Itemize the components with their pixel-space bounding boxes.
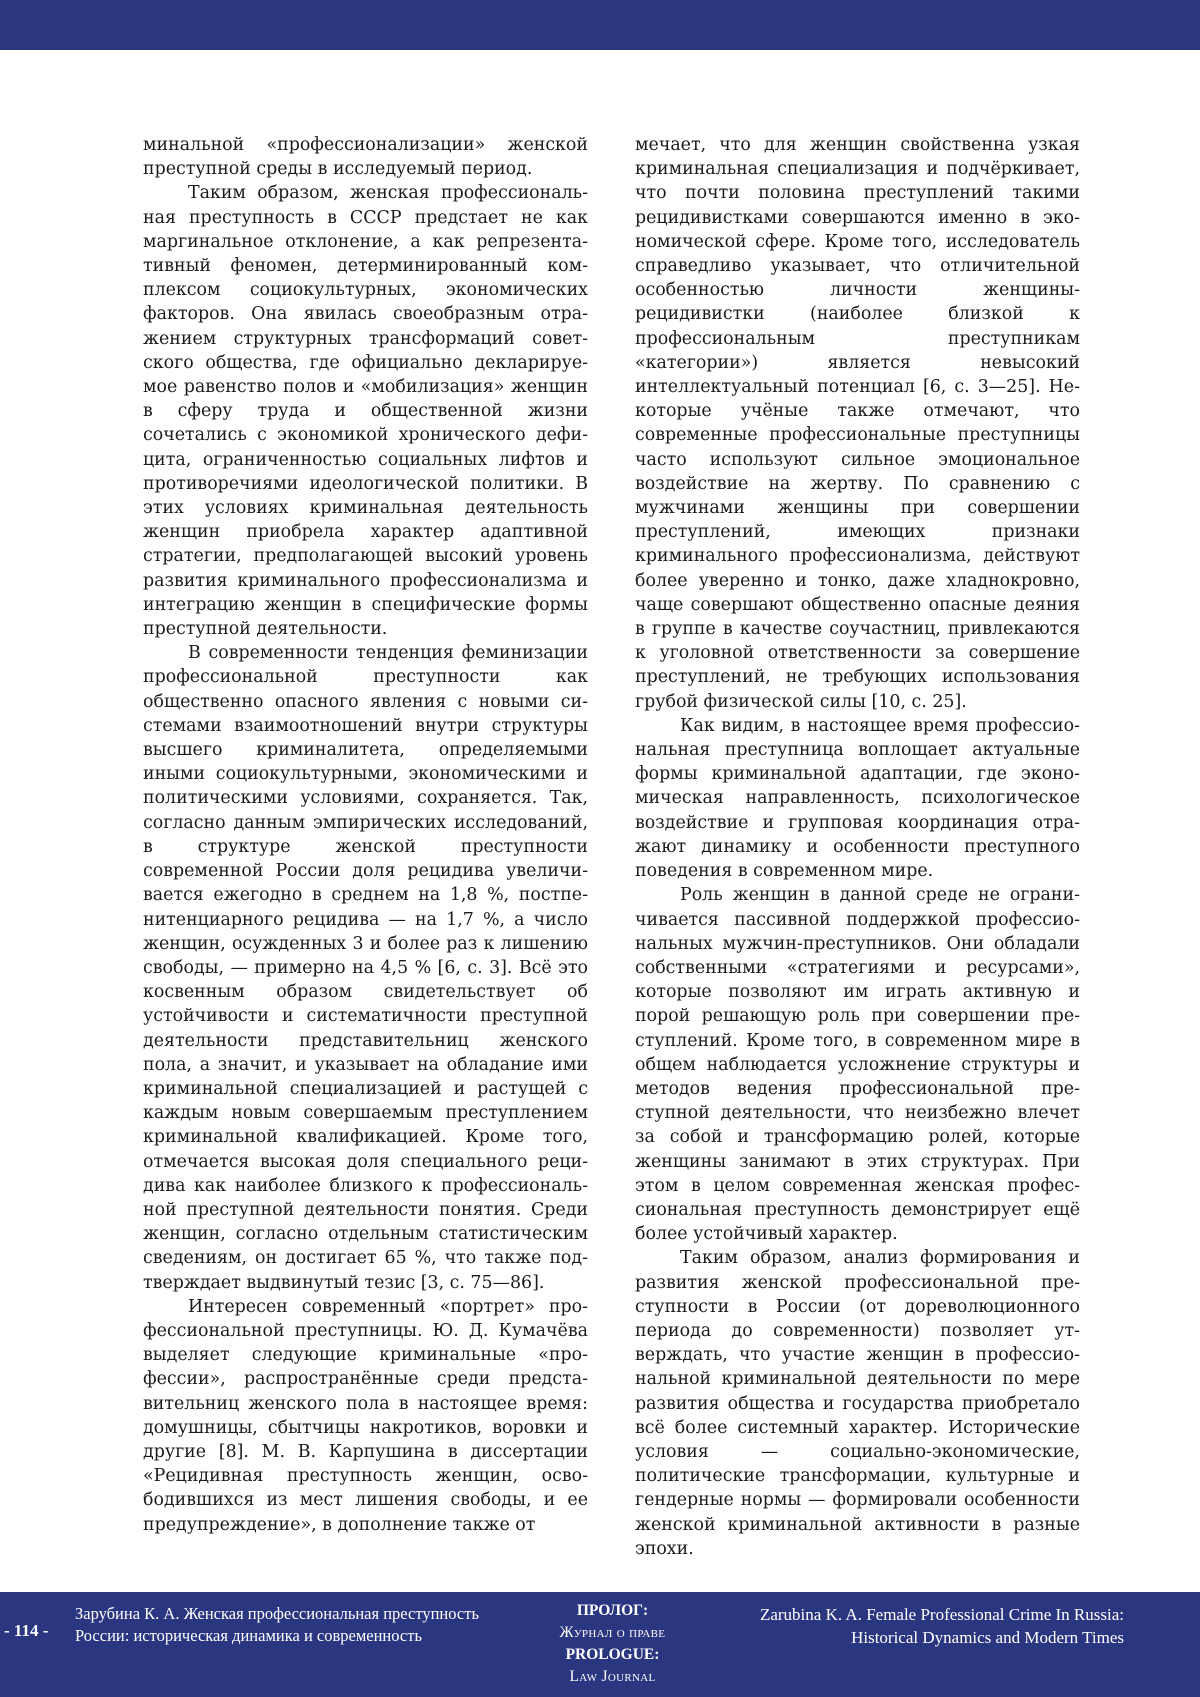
journal-subtitle-en: Law Journal — [569, 1668, 656, 1685]
left-column — [143, 133, 588, 1561]
paragraph: Таким образом, анализ формирования и развития женской профессиональной преступности в России (от дореволюционного периода до современности) позволяет утверждать, что участие женщин в профессиональной криминальной деятельности по мере развития общества и государства приобретало всё более системный характер. Исторические условия — социально-экономические, политические трансформации, культурные и гендерные нормы — формировали особенности женской криминальной активности в разные эпохи. — [635, 1248, 1080, 1559]
paragraph: Роль женщин в данной среде не ограничивается пассивной поддержкой профессиональных мужчин-преступников. Они обладали собственными «стратегиями и ресурсами», которые позволяют им играть активную и порой решающую роль при совершении преступлений. Кроме того, в современном мире в общем наблюдается усложнение структуры и методов ведения профессиональной преступной деятельности, что неизбежно влечет за собой и трансформацию ролей, которые женщины занимают в этих структурах. При этом в целом современная женская профессиональная преступность демонстрирует ещё более устойчивый характер. — [635, 885, 1080, 1245]
paragraph: Как видим, в настоящее время профессиональная преступница воплощает актуальные формы криминальной адаптации, где экономическая направленность, психологическое воздействие и групповая координация отражают динамику и особенности преступного поведения в современном мире. — [635, 715, 1080, 882]
citation-en: Zarubina K. A. Female Professional Crime In Russia: Historical Dynamics and Modern Times — [759, 1605, 1124, 1647]
paragraph: мечает, что для женщин свойственна узкая криминальная специализация и подчёркивает, что почти половина преступлений такими рецидивистками совершаются именно в экономической сфере. Кроме того, исследователь справедливо указывает, что отличительной особенностью личности женщины-рецидивистки (наиболее близкой к профессиональным преступникам «категории») является невысокий интеллектуальный потенциал [6, с. 3—25]. Некоторые учёные также отмечают, что современные профессиональные преступницы часто используют сильное эмоциональное воздействие на жертву. По сравнению с мужчинами женщины при совершении преступлений, имеющих признаки криминального профессионализма, действуют более уверенно и тонко, даже хладнокровно, чаще совершают общественно опасные деяния в группе в качестве соучастниц, привлекаются к уголовной ответственности за совершение преступлений, не требующих использования грубой физической силы [10, с. 25]. — [635, 135, 1080, 712]
citation-ru: Зарубина К. А. Женская профессиональная преступность России: историческая динамика и современность — [75, 1604, 479, 1645]
journal-title — [530, 1600, 695, 1688]
right-column — [635, 133, 1080, 1561]
paragraph: В современности тенденция феминизации профессиональной преступности как общественно опасного явления с новыми системами взаимоотношений внутри структуры высшего криминалитета, определяемыми иными социокультурными, экономическими и политическими условиями, сохраняется. Так, согласно данным эмпирических исследований, в структуре женской преступности современной России доля рецидива увеличивается ежегодно в среднем на 1,8 %, постпенитенциарного рецидива — на 1,7 %, а число женщин, осужденных 3 и более раз к лишению свободы, — примерно на 4,5 % [6, с. 3]. Всё это косвенным образом свидетельствует об устойчивости и систематичности преступной деятельности представительниц женского пола, а значит, и указывает на обладание ими криминальной специализацией и растущей с каждым новым совершаемым преступлением криминальной квалификацией. Кроме того, отмечается высокая доля специального рецидива как наиболее близкого к профессиональной преступной деятельности понятия. Среди женщин, согласно отдельным статистическим сведениям, он достигает 65 %, что также подтверждает выдвинутый тезис [3, с. 75—86]. — [143, 643, 588, 1293]
journal-name-en: PROLOGUE: — [565, 1646, 660, 1663]
footer-band — [0, 1592, 1200, 1697]
paragraph: Таким образом, женская профессиональная преступность в СССР предстает не как маргинальное отклонение, а как репрезентативный феномен, детерминированный комплексом социокультурных, экономических факторов. Она явилась своеобразным отражением структурных трансформаций советского общества, где официально декларируемое равенство полов и «мобилизация» женщин в сферу труда и общественной жизни сочетались с экономикой хронического дефицита, ограниченностью социальных лифтов и противоречиями идеологической политики. В этих условиях криминальная деятельность женщин приобрела характер адаптивной стратегии, предполагающей высокий уровень развития криминального профессионализма и интеграцию женщин в специфические формы преступной деятельности. — [143, 183, 588, 640]
article-body — [143, 133, 1080, 1561]
paragraph: минальной «профессионализации» женской преступной среды в исследуемый период. — [143, 135, 588, 180]
journal-name-ru: ПРОЛОГ: — [576, 1602, 649, 1619]
header-band — [0, 0, 1200, 50]
journal-subtitle-ru: Журнал о праве — [559, 1624, 666, 1641]
paragraph: Интересен современный «портрет» профессиональной преступницы. Ю. Д. Кумачёва выделяет следующие криминальные «профессии», распространённые среди представительниц женского пола в настоящее время: домушницы, сбытчицы накротиков, воровки и другие [8]. М. В. Карпушина в диссертации «Рецидивная преступность женщин, освободившихся из мест лишения свободы, и ее предупреждение», в дополнение также от — [143, 1296, 588, 1535]
page-number: - 114 - — [4, 1621, 49, 1640]
